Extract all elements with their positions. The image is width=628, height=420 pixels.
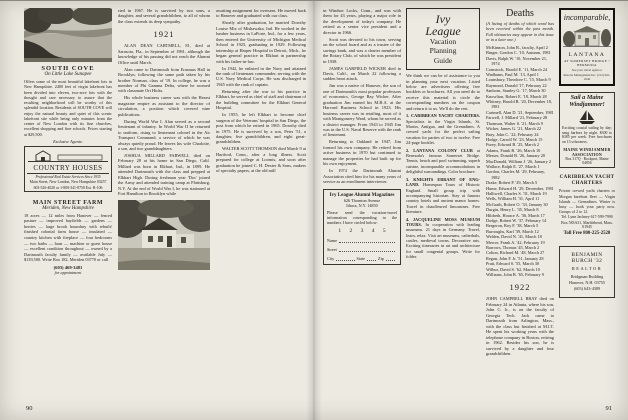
- sailboat-icon: [578, 109, 596, 125]
- page-number-left: 90: [26, 405, 33, 412]
- guide-title-word: Planning: [429, 46, 457, 56]
- obituary-column: [216, 8, 306, 174]
- coupon-city-line: [327, 256, 397, 261]
- ivy-script-word: League: [425, 24, 461, 38]
- death-entry: Sanborn, Stanley G. '17, March 30: [486, 88, 546, 94]
- listing-text: Specialists in the Virgin Islands, St. Martin, Antigua, and the Grenadines. A crewed yacht for the perfect sailing vacation for parties of two to twelve. Free 24-page booklet.: [406, 118, 480, 145]
- death-entry: Raymond, Donald '17, February 22: [486, 82, 547, 88]
- section-heading-1921: 1921: [153, 29, 175, 40]
- caribbean-tollfree: Toll Free 800-225-2520: [563, 230, 611, 236]
- ad-main-street-farm: [24, 200, 112, 275]
- death-entry: Binger, Gordon C. '10, Autumn, 1981: [486, 50, 551, 56]
- deaths-heading: Deaths: [506, 8, 534, 19]
- burch-address: Bridgman Building: [570, 273, 604, 279]
- guide-intro: We think we can be of assistance to you in planning your next vacation. Listed below are advertisers offering free booklets or brochures. All you need do to receive this material is circle the corresponding numbers on the coupon and return it to us. We'll do the rest.: [406, 73, 480, 111]
- obituary-paragraph: His whole business career was with the Hearst magazine empire as assistant to the director of circulation, a position which covered nine publications.: [118, 95, 210, 117]
- death-entry: Burroughs, Karl '39, March 12: [486, 228, 539, 234]
- obituary-paragraph: JAMES GARFIELD WICKER died in Davis, Calif., on March 22 following a sudden heart attack.: [323, 65, 401, 82]
- guide-listing: [406, 148, 480, 175]
- listing-text: at Bermuda's famous Somerset Bridge. Tennis, beach and pool swimming, superb cuisine, incomparable accommodations in delightful surroundings. Color brochure.: [406, 147, 480, 175]
- ad-body: Offers some of the most beautiful lakefront lots in New Hampshire. 2400 feet of virgin lakefront has been divided into eleven, two-acre lots with the thought and care necessary to assure that the resulting neighborhood will be worthy of this splendid location. Residents of SOUTH COVE will enjoy the natural beauty and quiet of this scenic lakefront site while being only minutes from the center of New London with its fine churches, excellent shopping and fine schools. Prices starting at $29,500.: [24, 79, 112, 137]
- obituary-paragraph: Returning to Oakland in 1947, Jim formed his own company. He retired from active business in 1970 but continued to manage the properties he had built up for his own enjoyment.: [323, 139, 401, 167]
- death-entry: Williams, John B. '65, February 9: [486, 272, 544, 278]
- guide-listing: [406, 177, 480, 214]
- listing-text: In cooperation with leading museums. 21 days in Germany. Travel, learn, relax. Visit art museums, cathedrals, castles, medieval towns. Decorative arts. Exciting itineraries in art and architecture for small congenial groups. Write for folder.: [406, 222, 480, 259]
- deaths-intro: (A listing of deaths of which word has been received within the past month. Full obituaries may appear in this issue or in a later one.): [486, 21, 554, 42]
- death-entry: Wallace, Ralph E. '27, March 1: [486, 163, 540, 169]
- death-entry: Farwell, J. Millard '21, February 28: [486, 115, 548, 121]
- windjammer-address: Box 317Q · Rockport, Maine 04856: [565, 156, 609, 165]
- page-number-right: 91: [605, 405, 612, 412]
- listing-lead: 2. LANTANA COLONY CLUB: [406, 147, 473, 153]
- death-entry: Comstock, Harold E. '11, March 24: [486, 66, 547, 72]
- obituary-paragraph: Jim was a native of Hanover, the son of one of Dartmouth's most popular professors of economics, George Ray Wicker. After graduation Jim earned his M.B.A. at the Harvard Business School in 1923. His business career was in retailing, most of it with Montgomery Ward, whom he served as a district manager. From 1943 to 1945 Jim was in the U.S. Naval Reserve with the rank of lieutenant.: [323, 83, 401, 138]
- death-entry: McKinnon, John B., faculty, April 2: [486, 45, 548, 50]
- lantana-note: See your travel agent or: [571, 68, 603, 72]
- death-entry: Wells, William H. '31, April 11: [486, 196, 540, 202]
- section-heading-1922: 1922: [509, 282, 531, 293]
- obituary-paragraph: awaiting assignment for overseas. He moved back to Hanover and graduated with our class.: [216, 8, 306, 19]
- guide-title-word: Vacation: [429, 37, 457, 46]
- guide-title-word: Guide: [433, 55, 453, 65]
- death-entry: Cartmell, Alan D. '21, September, 1981: [486, 109, 554, 115]
- windjammer-body: Exciting coastal sailing by day; snug harbors by night. $300 to $385 per week. Free brochures on 13 schooners.: [562, 126, 612, 145]
- death-entry: Colton, Richard M. '48, March 27: [486, 250, 545, 256]
- ad-south-cove: [24, 8, 112, 144]
- coupon-city-label: City: [327, 256, 335, 262]
- coupon-box: [323, 189, 401, 266]
- coupon-street-line: [327, 247, 397, 252]
- coupon-circle-numbers: 1 2 3 4 5: [338, 228, 386, 235]
- burch-phone: (603) 643-4389: [573, 285, 601, 291]
- death-entry: Gordon, Charles M. '29, February, 1982: [486, 169, 545, 180]
- death-entry: Thomson, Walter S. '21, March 9: [486, 120, 543, 126]
- obituary-column: [323, 8, 401, 185]
- death-entry: Mercer, Frank A. '42, February 19: [486, 239, 545, 245]
- obituary-paragraph: Scott was devoted to his town, serving on the school board and as a trustee of the savings bank, and was a charter member of the Rotary Club, of which he was president in 1938.: [323, 36, 401, 64]
- death-entry: Halliwell, Charles S. '31, March 19: [486, 190, 547, 196]
- coupon-address: 626 Thornton Avenue: [343, 197, 381, 203]
- listing-lead: 4. JACQUELINE MOSS MUSEUM TOURS.: [406, 216, 480, 228]
- caribbean-body: Private crewed yacht charters or Morgan bareboat fleet — Virgin Islands — Grenadines. Winter is busy — book your party now. Groups of 2 to 12.: [559, 188, 615, 214]
- ad-benjamin-burch-realtor: [559, 246, 615, 298]
- obituary-column: [118, 43, 210, 196]
- death-entry: Regan, John F. Jr. '51, January 28: [486, 255, 544, 261]
- ad-maine-windjammer: [559, 92, 615, 168]
- country-houses-phone: 603-526-4020 or 1-800-341-8750 Ext. R-106: [33, 185, 103, 190]
- farm-ad-phone: (603) 469-3481: [53, 264, 83, 270]
- coupon-street-label: Street: [327, 247, 337, 253]
- coupon-zip-label: Zip: [378, 256, 384, 262]
- caribbean-address: Box 583A31, Marblehead, Mass. 01945: [561, 220, 613, 229]
- vacation-guide-column: [406, 8, 480, 404]
- death-entry: Hildreth, Horace A. '36, March 17: [486, 212, 545, 218]
- windjammer-association: MAINE WINDJAMMER ASSOCIATION: [563, 146, 611, 157]
- coupon-name-label: Name: [327, 238, 337, 244]
- ivy-script-word: Ivy: [435, 12, 451, 26]
- obituary-paragraph: In 1955, he left Elkhart to become chief surgeon of the Veterans' hospital in San Diego, the post from which he retired in 1965. Dorothy died in 1975. He is survived by a son, Peter '51, a daughter, five grandchildren, and eight great-grandchildren.: [216, 112, 306, 145]
- listing-lead: 1. CARIBBEAN YACHT CHARTERS.: [406, 113, 480, 119]
- burch-name: BENJAMIN BURCH '32: [571, 251, 603, 264]
- country-houses-title: COUNTRY HOUSES: [33, 163, 103, 172]
- lantana-note: Resorts Management Inc. (212) 661-4540: [563, 73, 611, 81]
- death-entry: Hodge, Carroll W. '23, March 15: [486, 136, 543, 142]
- burch-role: REALTOR: [571, 265, 603, 271]
- left-ad-column: [24, 8, 112, 400]
- death-entry: Lounsbury, Theodore C. '15, March 9: [486, 77, 551, 83]
- guide-listing: [406, 217, 480, 260]
- caribbean-title: CARIBBEAN YACHT CHARTERS: [559, 174, 615, 186]
- country-houses-tagline: Professional Real Estate Services Since 1935: [27, 173, 109, 179]
- death-entry: Bray, John C. '22, February 24: [486, 131, 539, 137]
- obituary-paragraph: In 1974 the Dartmouth Alumni Association cited him for his many years of service as an enrollment interviewer.: [323, 168, 401, 185]
- coupon-instruction: Please send the vacation-travel information corresponding to the numbers I have circled below:: [327, 209, 397, 226]
- farm-ad-body: 18 acres — 12 miles from Hanover — fenced pasture — improved hayfields — gardens — berries — large brook boundary with rebuilt/ finished colonial farm house — insulated — country kitchen with fireplace — four bedrooms — two baths — barn — machine or guest house — excellent condition throughout — owned by a Dartmouth faculty family — available July — $139,500. Write Box 182, Meriden 03770 or call: [24, 212, 112, 263]
- death-entry: Pratt, Edward S. '55, March 30: [486, 261, 540, 267]
- death-entry: Wicker, James G. '21, March 22: [486, 126, 542, 132]
- obituary-paragraph: Returning after the war to his practice in Elkhart, he served as chief of staff and chairman of the building committee for the Elkhart General Hospital.: [216, 88, 306, 111]
- write-in-rule: [367, 256, 376, 261]
- coupon-address: Ithaca, N.Y. 14850: [346, 202, 378, 208]
- lantana-location: AT SOMERSET BRIDGE • BERMUDA: [563, 59, 611, 67]
- listing-text: Homespun Tours of Historic England. Small group trip with accompanying historian. Stay at famous country hotels and ancient manor homes. Travel in chauffeured limousines. Free literature.: [406, 182, 480, 214]
- obituary-paragraph: JOHN CAMPBELL BRAY died on February 24 in Atlanta, where his son, John C. Jr., is on the faculty of Georgia Tech. Jack came to Dartmouth from Arlington, Mass., with the class but finished at M.I.T. He spent his working years with the telephone company in Boston, retiring in 1962. Besides his son, he is survived by a daughter and four grandchildren.: [486, 296, 554, 356]
- ad-caribbean-yacht-charters: [559, 175, 615, 236]
- ad-subtitle: On Little Lake Sunapee: [44, 72, 92, 77]
- farm-ad-note: for appointment: [54, 269, 82, 275]
- ivy-league-guide-header: [406, 8, 480, 70]
- coupon-state-label: State: [356, 256, 365, 262]
- listing-lead: 3. KNIGHTS ERRANT OF ENG-LAND.: [406, 176, 480, 188]
- write-in-rule: [339, 247, 395, 252]
- obituary-paragraph: in Windsor Locks, Conn., and was with them for 43 years, playing a major role in the development of today's company. He retired as a senior vice president and a director in 1966.: [323, 8, 401, 35]
- death-entry: Wadhams, Paul M. '13, April 1: [486, 72, 539, 78]
- colonial-building-illustration: [563, 24, 611, 50]
- write-in-rule: [336, 256, 354, 261]
- farm-ad-subtitle: Meriden, New Hampshire: [42, 205, 94, 211]
- obituary-paragraph: ALAN DEAN CARTMELL, 81, died at Sarasota, Fla., in September of 1981, although the knowledge of his passing did not reach the Alumni Office until March.: [118, 43, 210, 65]
- left-text-column-1: [118, 8, 210, 402]
- right-text-column: [323, 8, 401, 404]
- death-entry: Davis, Ralph W. '10, November 21, 1974: [486, 55, 548, 67]
- obituary-paragraph: WALTER SCOTT THOMSON died March 9 at Hartford, Conn., after a long illness. Scott prepared for college at Loomis, and soon after graduation he joined C. H. Dexter & Sons, makers of specialty papers, at the old mill: [216, 146, 306, 174]
- death-entry: Barrows, Thomas '45, March 2: [486, 245, 540, 251]
- death-entry: Knowlton, Robert E. '18, March 28: [486, 93, 547, 99]
- obituary-paragraph: Shortly after graduation, he married Dorothy Louise Mix of Mishawaka, Ind. He worked in the lumber business in LaPorte, Ind., for a few years, then entered the University of Michigan Medical School in 1925, graduating in 1929. Following internship at Harper Hospital in Detroit, Mich., he began general practice in Elkhart in partnership with his father-in-law.: [216, 20, 306, 64]
- house-icon: [28, 149, 108, 163]
- coupon-title: Ivy League Alumni Magazines: [329, 192, 395, 198]
- death-entry: Bergeron, Roy F. '38, March 5: [486, 223, 539, 229]
- incomparable-script: incomparable,: [563, 13, 611, 22]
- coupon-name-line: [327, 238, 397, 243]
- death-entry: Whitney, Harold B. '20, December 18, 1981: [486, 99, 553, 110]
- obituary-paragraph: Alan came to Dartmouth from Erasmus Hall in Brooklyn, following the same path taken by his brother Norman, class of '19. In college, he was a member of Phi Gamma Delta, where he roomed with classmate Ort Hicks.: [118, 66, 210, 94]
- obituary-paragraph: JOSHUA MILLARD FARWELL died on February 28 at his home in San Diego, Calif. Millard was born in Elkhart, Ind., in 1899. He attended Dartmouth with the class and prepped at Elkhart High. During freshman year 'Doc' joined the Army and attended training camp at Plattsburg, N.Y. At the end of World War I, he was stationed at Fort Hamilton in Brooklyn while: [118, 152, 210, 197]
- write-in-rule: [339, 238, 395, 243]
- death-entry: Durgin, Henry L. '35, March 8: [486, 207, 539, 213]
- left-text-column-2: [216, 8, 306, 404]
- death-entry: McGrath, Robert O. '33, January 30: [486, 201, 548, 207]
- ad-agent-note: Exclusive Agents:: [53, 138, 83, 144]
- deaths-column: [486, 8, 554, 404]
- deaths-list: [486, 45, 554, 277]
- obituary-paragraph: During World War I, Alan served as a second lieutenant of infantry. In World War II he returned to uniform, rising to lieutenant colonel in the Air Transport Command, a service of which he was always quietly proud. He leaves his wife Charlotte, a son, and two granddaughters.: [118, 118, 210, 152]
- death-entry: Adams, Frank B. '26, March 10: [486, 147, 541, 153]
- caribbean-phone: Tel. Lynn Jachney 617-599-7990: [561, 215, 613, 220]
- death-entry: Dodge, Robert W. '37, February 14: [486, 218, 547, 223]
- death-entry: Messer, Donald B. '26, January 20: [486, 153, 546, 159]
- write-in-rule: [386, 256, 395, 261]
- lantana-name: LANTANA: [568, 52, 606, 58]
- death-entry: Drake, Robert P. '29, March 5: [486, 180, 538, 186]
- right-ad-column: [559, 8, 615, 404]
- windjammer-headline: Sail a Maine Windjammer!: [569, 94, 605, 108]
- death-entry: Hume, Edward H. '29, December, 1981: [486, 185, 554, 191]
- country-houses-address: Main Street, New London, New Hampshire 03257: [29, 180, 107, 185]
- obituary-paragraph: In 1942, he enlisted in the Navy and attained the rank of lieutenant commander, serving with the U.S. Navy Medical Corps. He was discharged in 1945 with the rank of captain.: [216, 65, 306, 87]
- burch-address: Hanover, N.H. 03755: [568, 279, 605, 285]
- guide-listing: [406, 113, 480, 145]
- death-entry: Furey, Edward B. '25, March 2: [486, 142, 540, 148]
- ad-lantana-bermuda: [559, 8, 615, 86]
- death-entry: Wilbur, David S. '62, March 10: [486, 266, 540, 272]
- farmhouse-photo: [118, 200, 210, 270]
- death-entry: MacDonald, William J. '26, January 2: [486, 158, 551, 164]
- death-entry: Welden, David N. '41, March 18: [486, 234, 542, 240]
- ad-country-houses: [24, 146, 112, 192]
- obituary-continuation: ried in 1967. He is survived by two sons, a daughter, and several grandchildren, to all of whom the class extends its deep sympathy.: [118, 8, 210, 24]
- ad-title: SOUTH COVE: [41, 65, 95, 72]
- farm-ad-title: MAIN STREET FARM: [32, 199, 104, 206]
- lake-photo: [24, 8, 112, 62]
